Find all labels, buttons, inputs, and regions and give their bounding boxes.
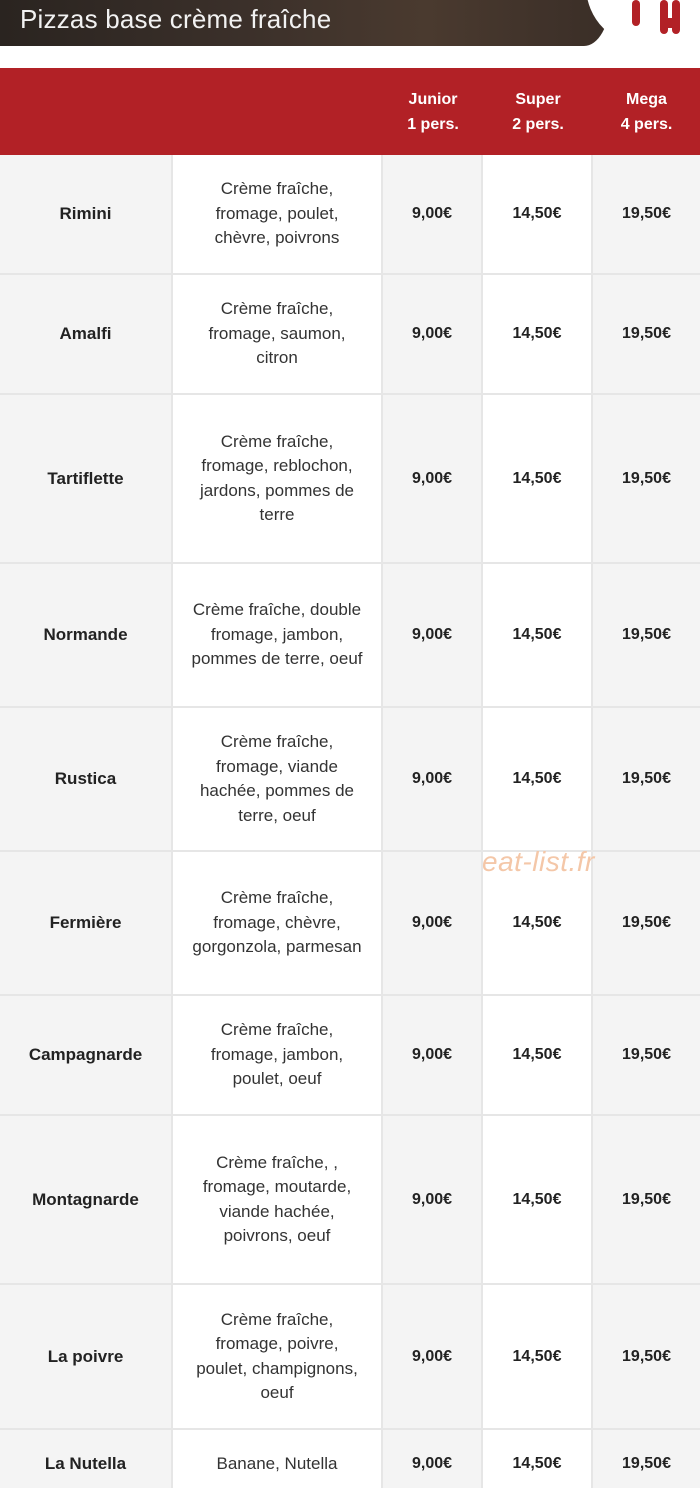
price-mega: 19,50€ [593, 852, 700, 994]
price-mega: 19,50€ [593, 1116, 700, 1283]
pizza-ingredients: Banane, Nutella [173, 1430, 383, 1488]
watermark: eat-list.fr [482, 846, 595, 877]
price-super: 14,50€ [483, 275, 593, 393]
price-mega: 19,50€ [593, 155, 700, 273]
pizza-name: Fermière [0, 852, 173, 994]
price-junior: 9,00€ [383, 852, 483, 994]
price-mega: 19,50€ [593, 564, 700, 706]
price-super: 14,50€ [483, 1430, 593, 1488]
pizza-name: Amalfi [0, 275, 173, 393]
price-super: 14,50€ [483, 708, 593, 850]
price-super: 14,50€ [483, 155, 593, 273]
table-row [0, 852, 700, 996]
price-super: 14,50€ [483, 996, 593, 1114]
table-row [0, 564, 700, 708]
pizza-ingredients: Crème fraîche, fromage, chèvre, gorgonzola, parmesan [173, 852, 383, 994]
price-junior: 9,00€ [383, 564, 483, 706]
fork-knife-icon [628, 0, 684, 36]
price-junior: 9,00€ [383, 275, 483, 393]
pizza-name: Rimini [0, 155, 173, 273]
pizza-name: Montagnarde [0, 1116, 173, 1283]
table-row [0, 1116, 700, 1285]
header-mega-label: Mega 4 pers. [620, 90, 673, 133]
pizza-ingredients: Crème fraîche, fromage, saumon, citron [173, 275, 383, 393]
pizza-ingredients: Crème fraîche, fromage, poulet, chèvre, poivrons [173, 155, 383, 273]
pizza-ingredients: Crème fraîche, fromage, viande hachée, pommes de terre, oeuf [173, 708, 383, 850]
price-mega: 19,50€ [593, 275, 700, 393]
header-super-label: Super 2 pers. [512, 90, 564, 133]
pizza-name: Campagnarde [0, 996, 173, 1114]
pizza-ingredients: Crème fraîche, , fromage, moutarde, viande hachée, poivrons, oeuf [173, 1116, 383, 1283]
price-mega: 19,50€ [593, 395, 700, 562]
pizza-name: Tartiflette [0, 395, 173, 562]
price-junior: 9,00€ [383, 708, 483, 850]
pizza-ingredients: Crème fraîche, fromage, reblochon, jardons, pommes de terre [173, 395, 383, 562]
pizza-name: Rustica [0, 708, 173, 850]
table-row [0, 996, 700, 1116]
price-super: 14,50€ [483, 395, 593, 562]
price-junior: 9,00€ [383, 996, 483, 1114]
price-junior: 9,00€ [383, 395, 483, 562]
price-mega: 19,50€ [593, 708, 700, 850]
header-junior-label: Junior 1 pers. [407, 90, 459, 133]
header-super [483, 68, 593, 155]
price-junior: 9,00€ [383, 1285, 483, 1428]
banner-bar [0, 0, 610, 46]
table-row [0, 395, 700, 564]
price-mega: 19,50€ [593, 1430, 700, 1488]
price-junior: 9,00€ [383, 1116, 483, 1283]
price-junior: 9,00€ [383, 155, 483, 273]
price-super: 14,50€ [483, 564, 593, 706]
price-junior: 9,00€ [383, 1430, 483, 1488]
top-banner [0, 0, 700, 48]
price-table-header [0, 68, 700, 155]
table-row [0, 708, 700, 852]
price-super: 14,50€ [483, 1285, 593, 1428]
pizza-name: La Nutella [0, 1430, 173, 1488]
header-mega [593, 68, 700, 155]
table-row [0, 155, 700, 275]
table-row [0, 1430, 700, 1488]
pizza-ingredients: Crème fraîche, double fromage, jambon, pommes de terre, oeuf [173, 564, 383, 706]
pizza-name: La poivre [0, 1285, 173, 1428]
page-title: Pizzas base crème fraîche [20, 4, 332, 34]
price-mega: 19,50€ [593, 996, 700, 1114]
price-mega: 19,50€ [593, 1285, 700, 1428]
table-row [0, 1285, 700, 1430]
price-super: 14,50€ [483, 1116, 593, 1283]
pizza-ingredients: Crème fraîche, fromage, jambon, poulet, oeuf [173, 996, 383, 1114]
pizza-ingredients: Crème fraîche, fromage, poivre, poulet, champignons, oeuf [173, 1285, 383, 1428]
price-super: 14,50€ [483, 852, 593, 994]
pizza-name: Normande [0, 564, 173, 706]
table-row [0, 275, 700, 395]
header-junior [383, 68, 483, 155]
